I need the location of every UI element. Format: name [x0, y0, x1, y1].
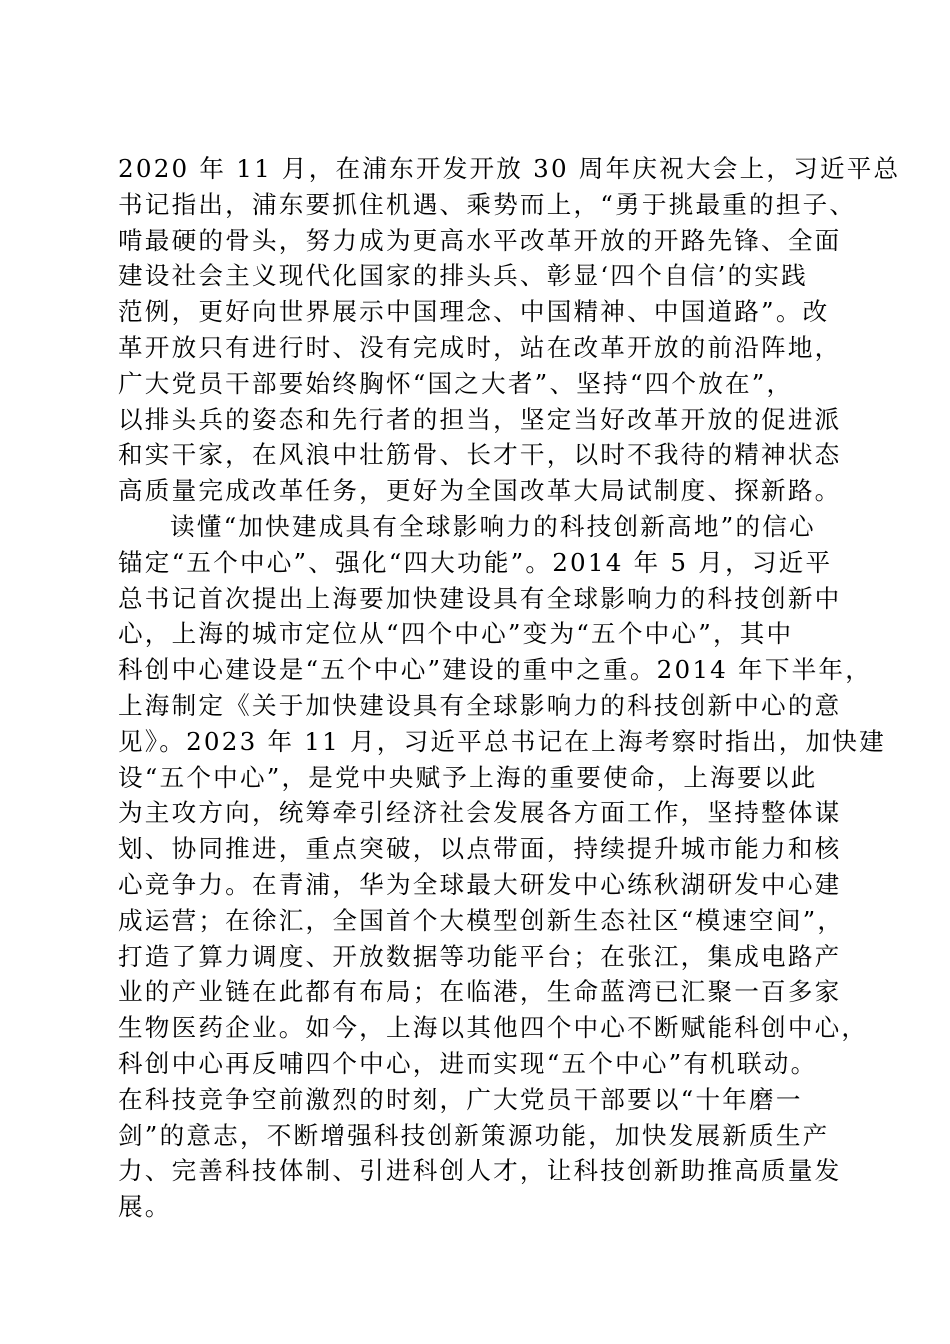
text-line: 力、完善科技体制、引进科创人才，让科技创新助推高质量发: [118, 1156, 842, 1186]
text-line: 高质量完成改革任务，更好为全国改革大局试制度、探新路。: [118, 476, 842, 506]
text-line: 设“五个中心”，是党中央赋予上海的重要使命，上海要以此: [118, 762, 818, 792]
text-line: 见》。2023 年 11 月，习近平总书记在上海考察时指出，加快建: [118, 726, 886, 756]
text-line: 心，上海的城市定位从“四个中心”变为“五个中心”，其中: [118, 619, 794, 649]
text-line: 打造了算力调度、开放数据等功能平台；在张江，集成电路产: [118, 941, 842, 971]
text-line: 2020 年 11 月，在浦东开发开放 30 周年庆祝大会上，习近平总: [118, 154, 901, 183]
text-line: 为主攻方向，统筹牵引经济社会发展各方面工作，坚持整体谋: [118, 798, 842, 828]
text-line: 在科技竞争空前激烈的时刻，广大党员干部要以“十年磨一: [118, 1084, 803, 1114]
text-line: 建设社会主义现代化国家的排头兵、彰显‘四个自信’的实践: [118, 261, 808, 291]
text-line: 广大党员干部要始终胸怀“国之大者”、坚持“四个放在”，: [118, 368, 794, 398]
text-line: 科创中心再反哺四个中心，进而实现“五个中心”有机联动。: [118, 1048, 818, 1078]
paragraph-start-line: 读懂“加快建成具有全球影响力的科技创新高地”的信心: [170, 511, 816, 541]
text-line: 划、协同推进，重点突破，以点带面，持续提升城市能力和核: [118, 834, 842, 864]
text-line: 革开放只有进行时、没有完成时，站在改革开放的前沿阵地，: [118, 332, 842, 362]
text-line: 范例，更好向世界展示中国理念、中国精神、中国道路”。改: [118, 297, 830, 327]
text-line: 以排头兵的姿态和先行者的担当，坚定当好改革开放的促进派: [118, 404, 842, 434]
text-line: 科创中心建设是“五个中心”建设的重中之重。2014 年下半年，: [118, 655, 873, 685]
text-line: 上海制定《关于加快建设具有全球影响力的科技创新中心的意: [118, 690, 842, 720]
text-line: 心竞争力。在青浦，华为全球最大研发中心练秋湖研发中心建: [118, 869, 842, 899]
text-line: 书记指出，浦东要抓住机遇、乘势而上，“勇于挑最重的担子、: [118, 189, 857, 219]
text-line: 展。: [118, 1192, 172, 1222]
text-line: 和实干家，在风浪中壮筋骨、长才干，以时不我待的精神状态: [118, 440, 842, 470]
text-line: 锚定“五个中心”、强化“四大功能”。2014 年 5 月，习近平: [118, 547, 833, 577]
text-line: 剑”的意志，不断增强科技创新策源功能，加快发展新质生产: [118, 1120, 830, 1150]
text-line: 成运营；在徐汇，全国首个大模型创新生态社区“模速空间”，: [118, 905, 845, 935]
text-line: 业的产业链在此都有布局；在临港，生命蓝湾已汇聚一百多家: [118, 977, 842, 1007]
text-line: 啃最硬的骨头，努力成为更高水平改革开放的开路先锋、全面: [118, 225, 842, 255]
document-body: [118, 151, 901, 1225]
text-line: 总书记首次提出上海要加快建设具有全球影响力的科技创新中: [118, 583, 842, 613]
text-line: 生物医药企业。如今，上海以其他四个中心不断赋能科创中心，: [118, 1013, 869, 1043]
